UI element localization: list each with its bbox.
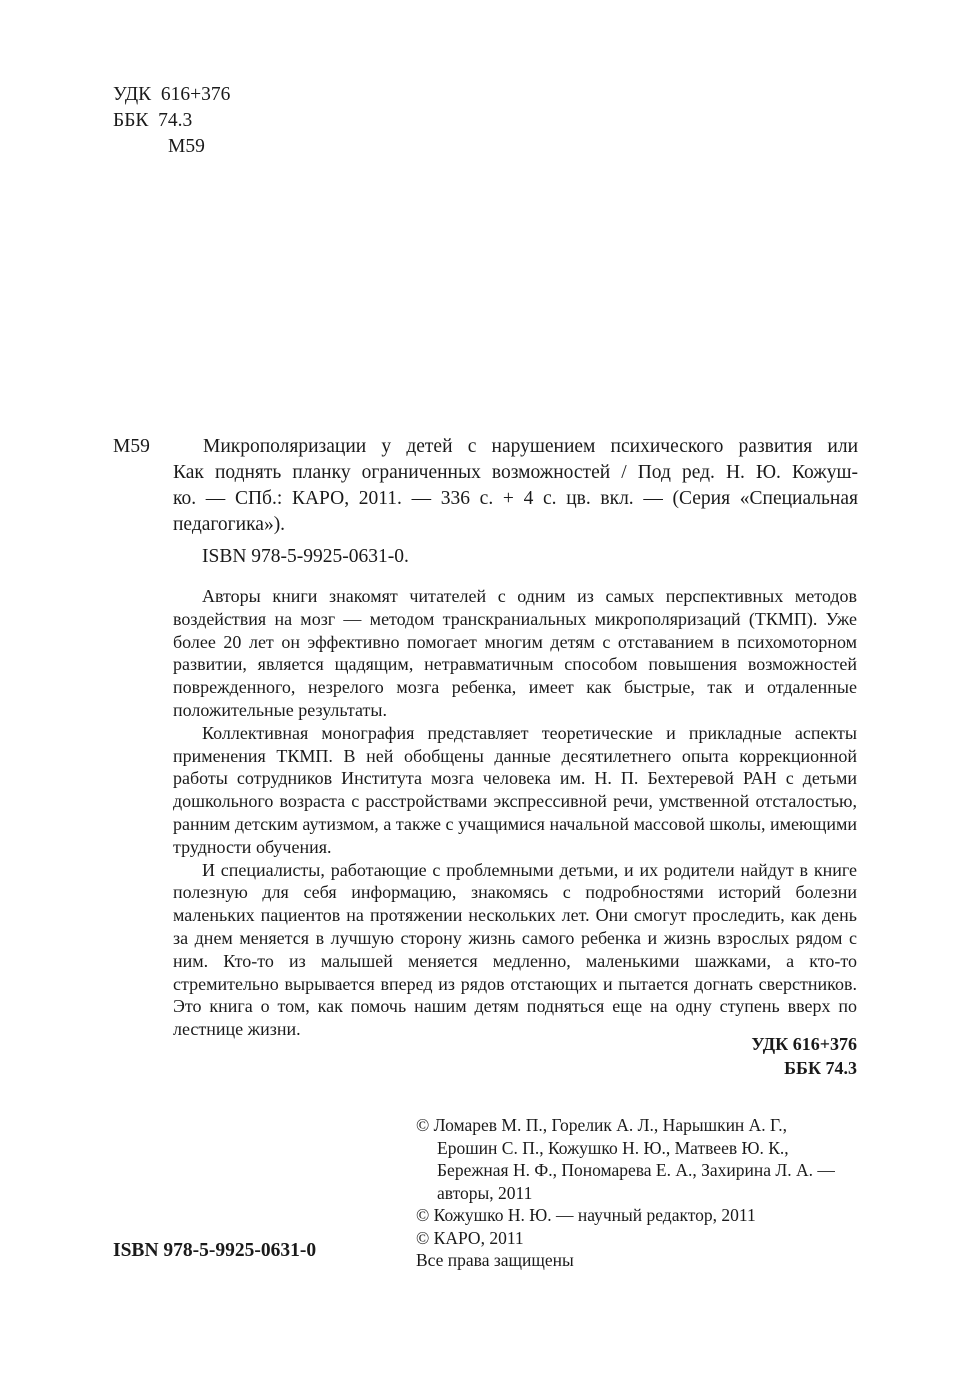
copyright-authors-line: Ерошин С. П., Кожушко Н. Ю., Матвеев Ю. К., <box>437 1137 789 1158</box>
copyright-authors-line: Бережная Н. Ф., Пономарева Е. А., Захирина Л. А. — <box>437 1160 835 1180</box>
author-mark: М59 <box>168 136 205 157</box>
biblio-cont <box>173 460 858 538</box>
biblio-code: М59 <box>113 436 150 457</box>
udk-bbk-header <box>113 82 230 160</box>
copyright-editor: © Кожушко Н. Ю. — научный редактор, 2011 <box>416 1205 756 1225</box>
annotation-paragraph: Авторы книги знакомят читателей с одним из самых перспективных методов воздействия на мозг — методом транскраниальных микрополяризаций (ТКМП). Уже более 20 лет он эффективно помогает многим детям с отставанием в психомоторном развитии, является щадящим, нетравматичным способом повышения возможностей поврежденного, незрелого мозга ребенка, имеет как быстрые, так и отдаленные положительные результаты. <box>173 586 857 720</box>
bbk-value: 74.3 <box>158 110 193 131</box>
udk-row <box>113 82 230 108</box>
udk-code: УДК 616+376 <box>751 1034 857 1054</box>
bbk-row <box>113 108 230 134</box>
classification-codes <box>751 1032 857 1080</box>
copyright-publisher: © КАРО, 2011 <box>416 1227 524 1248</box>
biblio-line: Как поднять планку ограниченных возможностей / Под ред. Н. Ю. Кожуш- <box>173 462 858 483</box>
annotation-paragraph: И специалисты, работающие с проблемными детьми, и их родители найдут в книге полезную для себя информацию, знакомясь с подробностями историй болезни маленьких пациентов на протяжении нескольких лет. Они смогут проследить, как день за днем меняется в лучшую сторону жизнь самого ребенка и жизнь взрослых рядом с ним. Кто-то из малышей меняется медленно, маленькими шажками, а кто-то стремительно вырывается вперед из рядов отстающих и пытается догнать сверстников. Это книга о том, как помочь нашим детям подняться еще на одну ступень вверх по лестнице жизни. <box>173 859 857 1040</box>
biblio-title <box>203 434 858 460</box>
biblio-line: педагогика»). <box>173 514 286 535</box>
annotation-paragraph: Коллективная монография представляет теоретические и прикладные аспекты применения ТКМП. В ней обобщены данные десятилетнего опыта коррекционной работы сотрудников Института мозга человека им. Н. П. Бехтеревой РАН с детьми дошкольного возраста с расстройствами экспрессивной речи, умственной отсталостью, ранним детским аутизмом, а также с учащимися начальной массовой школы, имеющими трудности обучения. <box>173 722 857 857</box>
biblio-line: ко. — СПб.: КАРО, 2011. — 336 с. + 4 с. цв. вкл. — (Серия «Специальная <box>173 488 858 509</box>
annotation <box>173 585 857 1041</box>
biblio-isbn: ISBN 978-5-9925-0631-0. <box>202 546 409 567</box>
rights-reserved: Все права защищены <box>416 1250 574 1270</box>
copyright-authors-line: © Ломарев М. П., Горелик А. Л., Нарышкин А. Г., <box>416 1115 787 1135</box>
udk-value: 616+376 <box>160 84 231 105</box>
bibliographic-record <box>113 434 858 538</box>
bbk-code: ББК 74.3 <box>784 1058 857 1078</box>
bbk-label: ББК <box>113 110 149 131</box>
udk-label: УДК <box>113 84 152 105</box>
copyright-authors-line: авторы, 2011 <box>437 1182 533 1203</box>
copyright-block <box>416 1114 876 1272</box>
isbn-bold: ISBN 978-5-9925-0631-0 <box>113 1240 317 1261</box>
biblio-line: Микрополяризации у детей с нарушением психического развития или <box>203 436 858 457</box>
